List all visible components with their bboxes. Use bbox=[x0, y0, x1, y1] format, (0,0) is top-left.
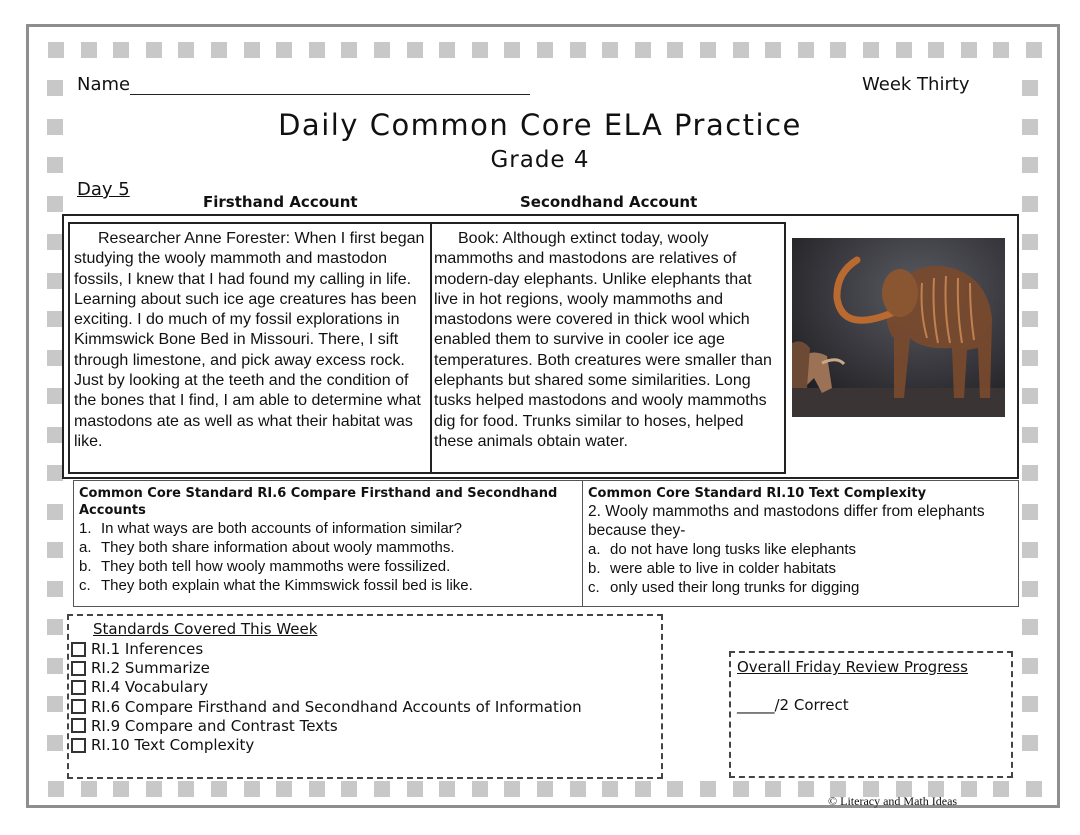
grade-label: Grade 4 bbox=[490, 147, 590, 173]
border-square bbox=[47, 273, 63, 289]
border-square bbox=[863, 42, 879, 58]
line-text: In what ways are both accounts of information similar? bbox=[101, 520, 463, 537]
border-square bbox=[48, 781, 64, 797]
mammoth-skeleton-image bbox=[792, 238, 1005, 417]
answer-option[interactable] bbox=[588, 540, 1013, 559]
option-text: were able to live in colder habitats bbox=[610, 560, 836, 577]
border-square bbox=[341, 42, 357, 58]
border-square bbox=[1022, 581, 1038, 597]
border-square bbox=[309, 42, 325, 58]
standard-checklist-item bbox=[71, 640, 203, 658]
question-1-box bbox=[73, 480, 583, 607]
border-square bbox=[1022, 196, 1038, 212]
checkbox[interactable] bbox=[71, 738, 86, 753]
option-text: do not have long tusks like elephants bbox=[610, 541, 856, 558]
border-square bbox=[374, 42, 390, 58]
border-square bbox=[81, 42, 97, 58]
border-square bbox=[1022, 80, 1038, 96]
standard-item-label: RI.1 Inferences bbox=[91, 640, 204, 658]
standard-checklist-item bbox=[71, 736, 254, 754]
border-square bbox=[993, 42, 1009, 58]
border-square bbox=[472, 781, 488, 797]
border-square bbox=[309, 781, 325, 797]
name-blank-line[interactable] bbox=[130, 76, 530, 95]
border-square bbox=[244, 42, 260, 58]
mammoth-skeleton-photo bbox=[792, 238, 1005, 417]
border-square bbox=[537, 781, 553, 797]
border-square bbox=[47, 234, 63, 250]
border-square bbox=[211, 42, 227, 58]
border-square bbox=[504, 781, 520, 797]
question-1-line[interactable] bbox=[79, 538, 577, 557]
border-square bbox=[1022, 388, 1038, 404]
line-text: They both share information about wooly mammoths. bbox=[101, 539, 455, 556]
question-1-line[interactable] bbox=[79, 576, 577, 595]
line-label: c. bbox=[79, 577, 91, 594]
checkbox[interactable] bbox=[71, 642, 86, 657]
border-square bbox=[765, 781, 781, 797]
border-square bbox=[374, 781, 390, 797]
border-square bbox=[961, 781, 977, 797]
border-square bbox=[48, 42, 64, 58]
question-2-stem: 2. Wooly mammoths and mastodons differ from elephants because they- bbox=[588, 503, 985, 539]
border-square bbox=[113, 42, 129, 58]
border-square bbox=[961, 42, 977, 58]
standard-item-label: RI.9 Compare and Contrast Texts bbox=[91, 716, 338, 735]
review-title: Overall Friday Review Progress bbox=[737, 658, 968, 676]
standard-ri10-label: Common Core Standard RI.10 Text Complexity bbox=[588, 486, 927, 501]
border-square bbox=[276, 781, 292, 797]
border-square bbox=[667, 42, 683, 58]
standard-item-label: RI.4 Vocabulary bbox=[91, 678, 209, 697]
checkbox[interactable] bbox=[71, 680, 86, 695]
standard-checklist-item bbox=[71, 659, 210, 677]
border-square bbox=[1022, 465, 1038, 481]
border-square bbox=[1026, 781, 1042, 797]
firsthand-text: Researcher Anne Forester: When I first began studying the wooly mammoth and mastodon fossils, I knew that I had found my calling in life. Learning about such ice age creatures has been exciting. I do much of my fossil explorations in Kimmswick Bone Bed in Missouri. There, I sift through limestone, and pick away excess rock. Just by looking at the teeth and the condition of the bones that I find, I am able to determine what mastodons ate as well as what their habitat was like. bbox=[74, 230, 425, 450]
border-square bbox=[570, 42, 586, 58]
question-1-line bbox=[79, 519, 577, 538]
border-square bbox=[635, 42, 651, 58]
question-2-options bbox=[588, 540, 1013, 597]
border-square bbox=[47, 619, 63, 635]
standard-item-label: RI.2 Summarize bbox=[91, 659, 210, 678]
border-square bbox=[47, 581, 63, 597]
passages-container bbox=[62, 214, 1019, 479]
standard-item-label: RI.6 Compare Firsthand and Secondhand Accounts of Information bbox=[91, 697, 582, 716]
page-title: Daily Common Core ELA Practice bbox=[278, 108, 802, 142]
line-label: a. bbox=[79, 539, 92, 556]
option-label: a. bbox=[588, 541, 601, 558]
firsthand-heading: Firsthand Account bbox=[203, 193, 358, 211]
answer-option[interactable] bbox=[588, 559, 1013, 578]
firsthand-passage bbox=[68, 222, 432, 474]
secondhand-passage bbox=[430, 222, 786, 474]
border-square bbox=[146, 42, 162, 58]
border-square bbox=[700, 42, 716, 58]
border-square bbox=[47, 311, 63, 327]
border-square bbox=[407, 42, 423, 58]
border-square bbox=[928, 42, 944, 58]
checkbox[interactable] bbox=[71, 718, 86, 733]
name-field bbox=[77, 74, 530, 95]
border-square bbox=[1022, 234, 1038, 250]
border-square bbox=[472, 42, 488, 58]
border-square bbox=[47, 735, 63, 751]
border-square bbox=[211, 781, 227, 797]
answer-option[interactable] bbox=[588, 578, 1013, 597]
border-square bbox=[47, 388, 63, 404]
border-square bbox=[635, 781, 651, 797]
standard-checklist-item bbox=[71, 698, 582, 716]
border-square bbox=[537, 42, 553, 58]
border-square bbox=[81, 781, 97, 797]
name-label: Name bbox=[77, 74, 131, 95]
border-square bbox=[1022, 350, 1038, 366]
line-label: 1. bbox=[79, 520, 92, 537]
copyright-notice: © Literacy and Math Ideas bbox=[828, 794, 958, 808]
review-progress-box bbox=[729, 651, 1013, 778]
standards-covered-box bbox=[67, 614, 663, 779]
border-square bbox=[244, 781, 260, 797]
line-text: They both explain what the Kimmswick fossil bed is like. bbox=[101, 577, 473, 594]
border-square bbox=[178, 42, 194, 58]
border-square bbox=[602, 42, 618, 58]
border-square bbox=[47, 542, 63, 558]
border-square bbox=[993, 781, 1009, 797]
week-label: Week Thirty bbox=[862, 74, 970, 95]
line-label: b. bbox=[79, 558, 92, 575]
border-square bbox=[798, 781, 814, 797]
standard-checklist-item bbox=[71, 678, 208, 696]
border-square bbox=[341, 781, 357, 797]
secondhand-text: Book: Although extinct today, wooly mammoths and mastodons are relatives of modern-day elephants. Unlike elephants that live in hot regions, wooly mammoths and mastodons were covered in thick wool which enabled them to survive in cooler ice age temperatures. Both creatures were smaller than elephants but shared some similarities. Long tusks helped mastodons and wooly mammoths dig for food. Trunks similar to hoses, helped these animals obtain water. bbox=[434, 230, 772, 450]
border-square bbox=[667, 781, 683, 797]
border-square bbox=[700, 781, 716, 797]
border-square bbox=[1022, 311, 1038, 327]
border-square bbox=[765, 42, 781, 58]
border-square bbox=[570, 781, 586, 797]
border-square bbox=[276, 42, 292, 58]
border-square bbox=[178, 781, 194, 797]
border-square bbox=[1022, 273, 1038, 289]
border-square bbox=[1022, 427, 1038, 443]
border-square bbox=[830, 42, 846, 58]
border-square bbox=[1022, 696, 1038, 712]
border-square bbox=[896, 42, 912, 58]
line-text: They both tell how wooly mammoths were fossilized. bbox=[101, 558, 451, 575]
border-square bbox=[602, 781, 618, 797]
border-square bbox=[439, 781, 455, 797]
secondhand-heading: Secondhand Account bbox=[520, 193, 698, 211]
option-label: b. bbox=[588, 560, 601, 577]
border-square bbox=[798, 42, 814, 58]
border-square bbox=[47, 350, 63, 366]
border-square bbox=[733, 781, 749, 797]
border-square bbox=[439, 42, 455, 58]
border-square bbox=[504, 42, 520, 58]
border-square bbox=[1022, 619, 1038, 635]
border-square bbox=[47, 196, 63, 212]
standards-title: Standards Covered This Week bbox=[93, 620, 318, 638]
border-square bbox=[1022, 542, 1038, 558]
border-square bbox=[113, 781, 129, 797]
day-label: Day 5 bbox=[77, 179, 130, 200]
standard-ri6-label: Common Core Standard RI.6 Compare Firsthand and Secondhand Accounts bbox=[79, 486, 558, 518]
question-2-box bbox=[582, 480, 1019, 607]
border-square bbox=[407, 781, 423, 797]
border-square bbox=[1022, 504, 1038, 520]
border-square bbox=[1022, 658, 1038, 674]
standard-checklist-item bbox=[71, 717, 338, 735]
question-1-line[interactable] bbox=[79, 557, 577, 576]
standard-item-label: RI.10 Text Complexity bbox=[91, 736, 255, 754]
checkbox[interactable] bbox=[71, 699, 86, 714]
option-label: c. bbox=[588, 579, 600, 596]
border-square bbox=[47, 80, 63, 96]
review-score[interactable]: _____/2 Correct bbox=[737, 696, 849, 714]
question-1-lines bbox=[79, 519, 577, 595]
border-square bbox=[146, 781, 162, 797]
border-square bbox=[47, 427, 63, 443]
border-square bbox=[47, 465, 63, 481]
border-square bbox=[1026, 42, 1042, 58]
border-square bbox=[733, 42, 749, 58]
border-square bbox=[47, 504, 63, 520]
border-square bbox=[1022, 735, 1038, 751]
option-text: only used their long trunks for digging bbox=[610, 579, 860, 596]
checkbox[interactable] bbox=[71, 661, 86, 676]
border-square bbox=[47, 658, 63, 674]
border-square bbox=[47, 696, 63, 712]
